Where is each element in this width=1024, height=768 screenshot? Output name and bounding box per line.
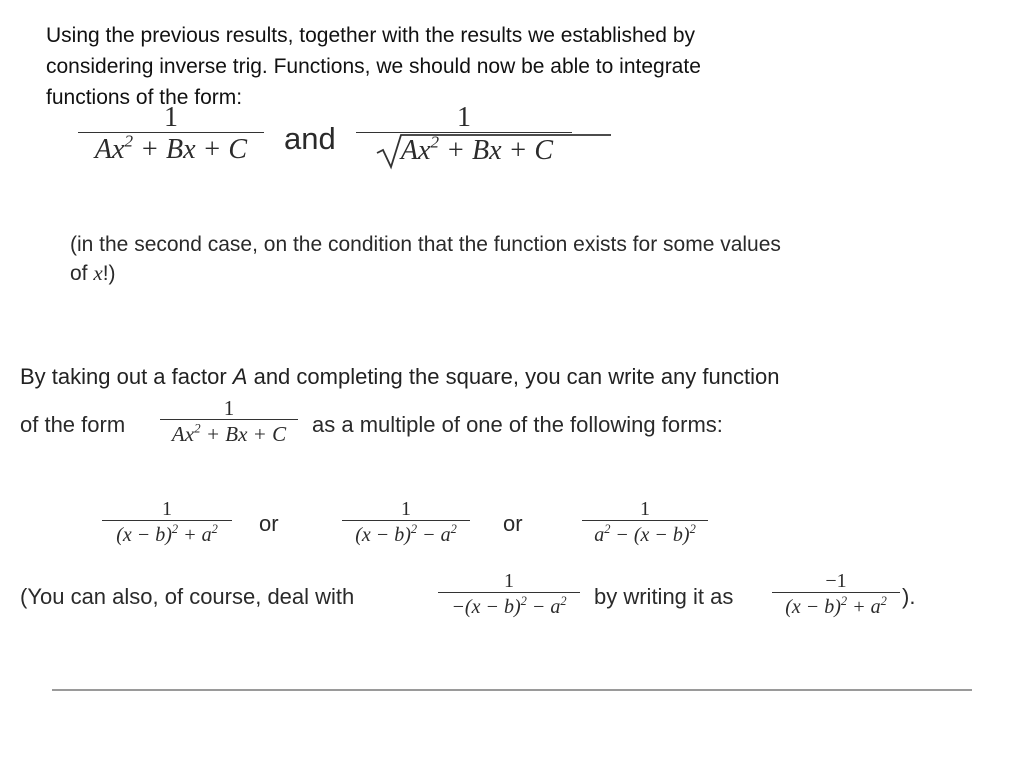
form-1-den-a: (x − b) <box>116 524 172 546</box>
fraction-1-den-term: Ax <box>94 134 125 165</box>
negative-form-den-exp2: 2 <box>560 593 567 608</box>
note-line-1: (in the second case, on the condition that the function exists for some values <box>70 233 781 256</box>
form-2-den-a: (x − b) <box>355 524 411 546</box>
formula-fraction-1 <box>78 104 264 167</box>
negative-form-fraction <box>438 570 580 621</box>
multiple-of-forms-label: as a multiple of one of the following forms: <box>312 412 723 437</box>
general-form-denominator <box>172 420 286 448</box>
fraction-1-den-rest: + Bx + C <box>133 134 248 165</box>
or-word-1: or <box>259 511 279 536</box>
note-line-2-suffix: !) <box>102 262 116 285</box>
intro-paragraph <box>46 20 866 113</box>
fraction-2-numerator: 1 <box>457 102 471 133</box>
form-1-denominator <box>116 521 218 549</box>
deal-with-label: (You can also, of course, deal with <box>20 584 355 609</box>
rewritten-den-exp2: 2 <box>880 593 887 608</box>
form-2-fraction <box>342 498 470 549</box>
formula-fraction-2 <box>356 104 572 169</box>
rewritten-numerator: −1 <box>825 570 847 592</box>
note-line-2 <box>70 259 910 288</box>
rewritten-fraction <box>772 570 900 621</box>
rewritten-denominator <box>785 593 887 621</box>
negative-form-den-exp1: 2 <box>520 593 527 608</box>
condition-note <box>70 230 910 288</box>
rewritten-den-a: (x − b) <box>785 596 841 618</box>
of-the-form-label: of the form <box>20 412 126 437</box>
note-line-2-prefix: of <box>70 262 94 285</box>
para2-text-a: By taking out a factor <box>20 364 233 389</box>
general-form-numerator: 1 <box>223 396 235 420</box>
general-form-den-exponent: 2 <box>194 420 201 436</box>
form-2-denominator <box>355 521 457 549</box>
completing-square-line-1 <box>20 364 779 390</box>
rewritten-den-exp1: 2 <box>840 593 848 608</box>
form-2-den-exp1: 2 <box>410 521 418 536</box>
form-3-den-exp1: 2 <box>604 521 611 536</box>
fraction-2-denominator <box>375 133 553 169</box>
form-2-numerator: 1 <box>401 498 411 520</box>
form-3-denominator <box>594 521 696 549</box>
closing-paren: ). <box>902 584 916 609</box>
square-root-sign <box>375 131 611 171</box>
form-3-den-exp2: 2 <box>689 521 696 536</box>
note-variable-x: x <box>93 261 103 285</box>
form-3-den-b: − (x − b) <box>610 524 690 546</box>
form-2-den-b: − a <box>417 524 451 546</box>
fraction-1-numerator: 1 <box>164 102 178 133</box>
intro-line-1: Using the previous results, together with the results we established by <box>46 24 696 47</box>
intro-line-2: considering inverse trig. Functions, we should now be able to integrate <box>46 55 701 78</box>
para2-variable-A: A <box>232 364 248 389</box>
general-form-den-rest: + Bx + C <box>200 422 287 446</box>
fraction-2-den-exponent: 2 <box>430 132 440 152</box>
para2-text-b: and completing the square, you can write any function <box>247 364 780 389</box>
and-word: and <box>284 121 336 156</box>
form-1-fraction <box>102 498 232 549</box>
or-word-2: or <box>503 511 523 536</box>
form-1-numerator: 1 <box>162 498 172 520</box>
writing-it-as-label: by writing it as <box>594 584 734 609</box>
negative-form-den-a: −(x − b) <box>451 596 521 618</box>
general-form-den-term: Ax <box>171 422 195 446</box>
form-3-numerator: 1 <box>640 498 650 520</box>
fraction-1-den-exponent: 2 <box>124 131 134 151</box>
fraction-2-den-term: Ax <box>400 135 431 166</box>
intro-line-3: functions of the form: <box>46 86 243 109</box>
negative-form-denominator <box>451 593 566 621</box>
negative-form-numerator: 1 <box>504 570 514 592</box>
form-3-den-a: a <box>594 524 605 546</box>
form-2-den-exp2: 2 <box>450 521 457 536</box>
general-form-fraction <box>160 397 298 448</box>
form-1-den-exp2: 2 <box>211 521 218 536</box>
negative-form-den-b: − a <box>526 596 561 618</box>
horizontal-divider <box>52 689 972 691</box>
rewritten-den-b: + a <box>847 596 881 618</box>
form-1-den-exp1: 2 <box>171 521 179 536</box>
fraction-1-denominator <box>95 133 247 167</box>
form-3-fraction <box>582 498 708 549</box>
form-1-den-b: + a <box>178 524 212 546</box>
fraction-2-den-rest: + Bx + C <box>439 135 554 166</box>
